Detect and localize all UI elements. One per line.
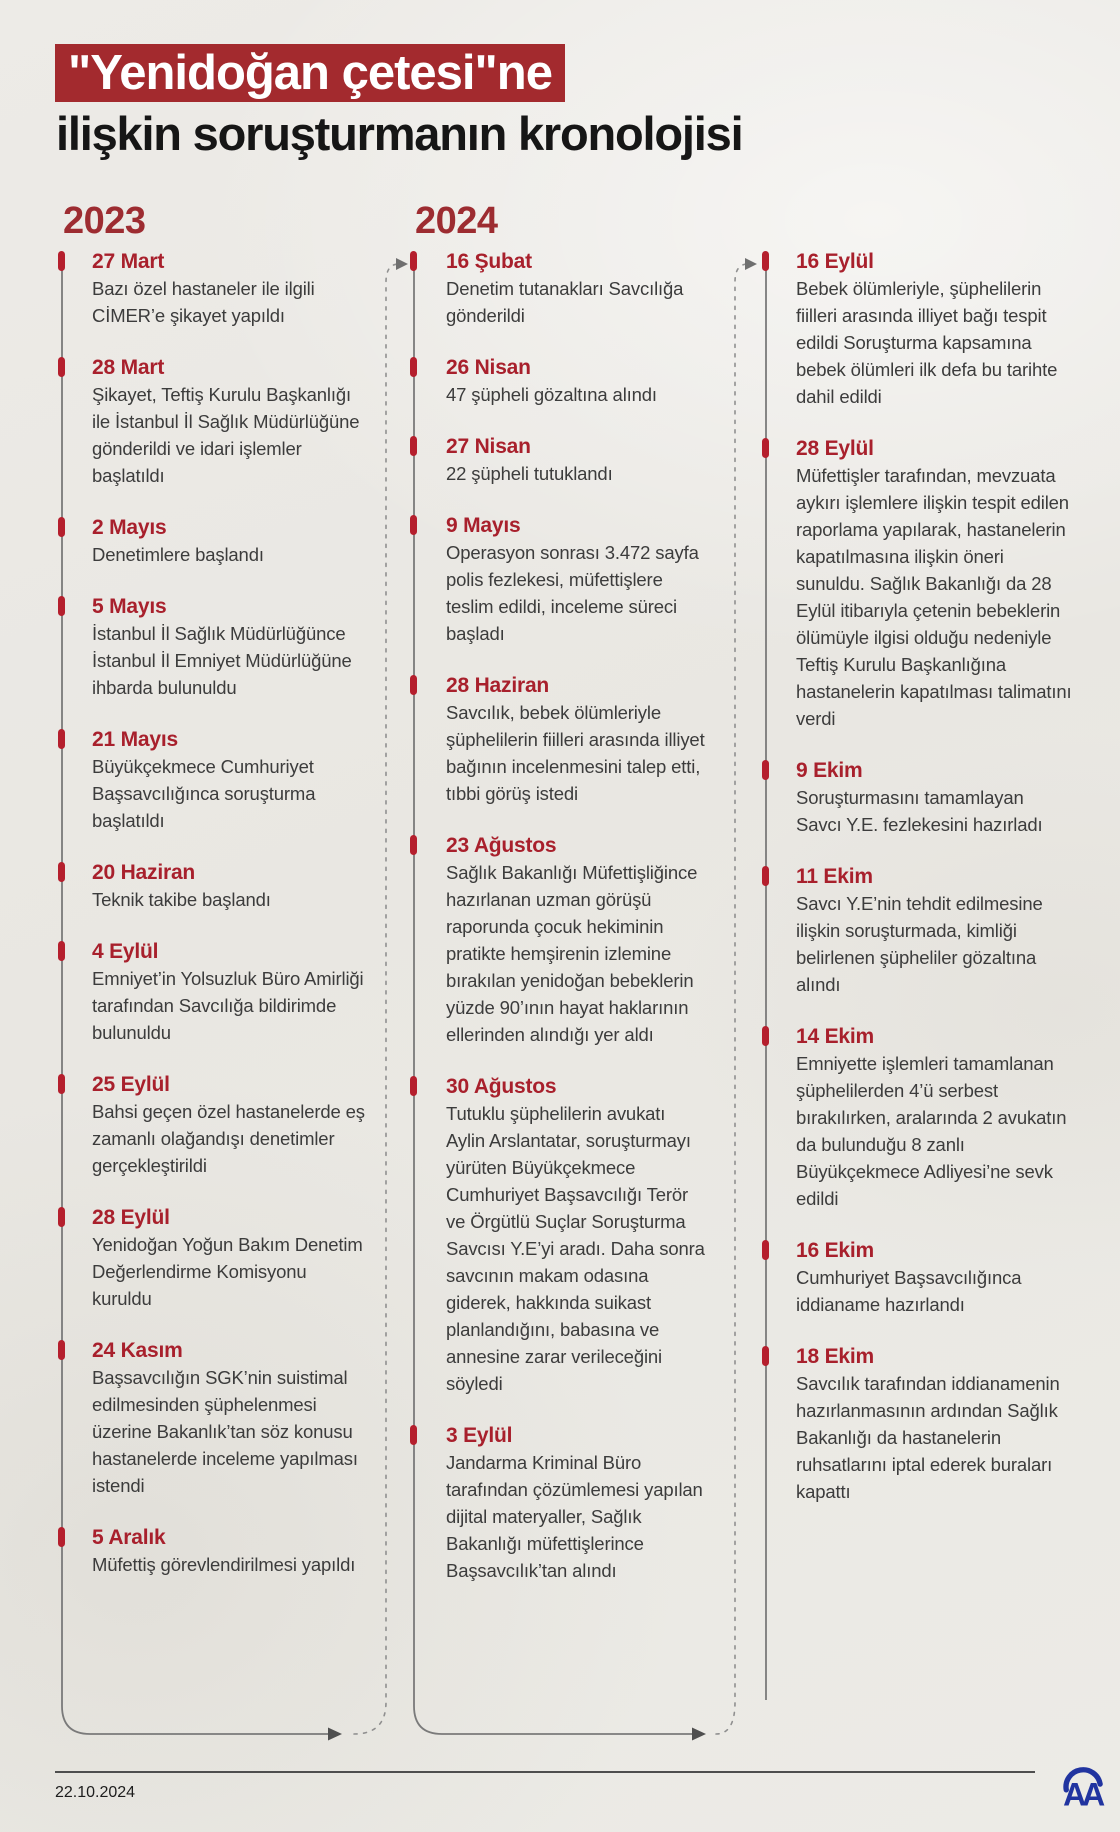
timeline-entry (58, 726, 374, 834)
footer-divider (55, 1771, 1035, 1773)
entry-date-heading: 21 Mayıs (92, 728, 178, 751)
entry-text: Operasyon sonrası 3.472 sayfa polis fezlekesi, müfettişlere teslim edildi, inceleme süreci başladı (446, 542, 699, 644)
entry-text: Denetimlere başlandı (92, 544, 264, 565)
timeline-entry (410, 248, 710, 329)
entry-date-heading: 28 Haziran (446, 674, 550, 697)
timeline-tick-icon (410, 251, 417, 271)
timeline-tick-icon (410, 835, 417, 855)
aa-agency-logo (1058, 1756, 1106, 1816)
entry-text: Bahsi geçen özel hastanelerde eş zamanlı olağandışı denetimler gerçekleştirildi (92, 1101, 365, 1176)
arrow-right-icon (328, 1728, 342, 1741)
entry-date-heading: 18 Ekim (796, 1345, 874, 1368)
entry-date-heading: 23 Ağustos (446, 834, 557, 857)
timeline-tick-icon (58, 729, 65, 749)
entry-date-heading: 11 Ekim (796, 865, 873, 888)
timeline-column-2024-cont (762, 248, 1074, 1530)
entry-date-heading: 9 Mayıs (446, 514, 521, 537)
timeline-entry (762, 1023, 1074, 1212)
entry-date-heading: 5 Mayıs (92, 595, 167, 618)
timeline-entry (410, 1073, 710, 1397)
timeline-entry (58, 354, 374, 489)
timeline-tick-icon (762, 760, 769, 780)
entry-text: Jandarma Kriminal Büro tarafından çözümlemesi yapılan dijital materyaller, Sağlık Bakanlığı müfettişlerince Başsavcılık’tan alındı (446, 1452, 703, 1581)
title-badge: "Yenidoğan çetesi"ne (55, 44, 565, 102)
entry-text: Savcı Y.E’nin tehdit edilmesine ilişkin soruşturmada, kimliği belirlenen şüpheliler gözaltına alındı (796, 893, 1043, 995)
timeline-entry (762, 1343, 1074, 1505)
timeline-entry (58, 248, 374, 329)
entry-date-heading: 4 Eylül (92, 940, 159, 963)
timeline-tick-icon (58, 1340, 65, 1360)
entry-date-heading: 9 Ekim (796, 759, 863, 782)
timeline-entry (58, 1071, 374, 1179)
entry-date-heading: 28 Eylül (92, 1206, 170, 1229)
entry-date-heading: 2 Mayıs (92, 516, 167, 539)
timeline-tick-icon (762, 438, 769, 458)
arrow-right-icon (692, 1728, 706, 1741)
entry-text: Teknik takibe başlandı (92, 889, 271, 910)
timeline-tick-icon (762, 1026, 769, 1046)
entry-text: Soruşturmasını tamamlayan Savcı Y.E. fezlekesini hazırladı (796, 787, 1043, 835)
arrow-right-icon (396, 258, 408, 270)
title-line2: ilişkin soruşturmanın kronolojisi (56, 107, 743, 160)
entry-date-heading: 27 Nisan (446, 435, 531, 458)
entry-text: Tutuklu şüphelilerin avukatı Aylin Arslantatar, soruşturmayı yürüten Büyükçekmece Cumhuriyet Başsavcılığı Terör ve Örgütlü Suçlar Soruşturma Savcısı Y.E’yi aradı. Daha sonra savcının makam odasına giderek, hakkında suikast planlandığını, babasına ve annesine zarar verileceğini söyledi (446, 1103, 705, 1394)
entry-text: Bazı özel hastaneler ile ilgili CİMER’e şikayet yapıldı (92, 278, 315, 326)
entry-date-heading: 20 Haziran (92, 861, 196, 884)
infographic-title (55, 44, 742, 161)
entry-date-heading: 3 Eylül (446, 1424, 513, 1447)
entry-text: Emniyette işlemleri tamamlanan şüphelilerden 4’ü serbest bırakılırken, aralarında 2 avukatın da bulunduğu 8 zanlı Büyükçekmece Adliyesi’ne sevk edildi (796, 1053, 1067, 1209)
timeline-entry (410, 1422, 710, 1584)
svg-text:AA: AA (1063, 1776, 1101, 1813)
entry-date-heading: 25 Eylül (92, 1073, 170, 1096)
timeline-tick-icon (58, 1207, 65, 1227)
timeline-entry (410, 512, 710, 647)
entry-date-heading: 5 Aralık (92, 1526, 166, 1549)
entry-date-heading: 26 Nisan (446, 356, 531, 379)
timeline-entry (762, 248, 1074, 410)
entry-date-heading: 16 Eylül (796, 250, 874, 273)
entry-text: Müfettişler tarafından, mevzuata aykırı işlemlere ilişkin tespit edilen raporlama yapılarak, hastanelerin kapatılmasına ilişkin öneri sunuldu. Sağlık Bakanlığı da 28 Eylül itibarıyla çetenin bebeklerin ölümüyle ilgisi olduğu nedeniyle Teftiş Kurulu Başkanlığına hastanelerin kapatılması talimatını verdi (796, 465, 1072, 729)
entry-text: Denetim tutanakları Savcılığa gönderildi (446, 278, 684, 326)
timeline-tick-icon (410, 1076, 417, 1096)
timeline-entry (58, 1204, 374, 1312)
footer-date: 22.10.2024 (55, 1784, 136, 1801)
timeline-tick-icon (410, 357, 417, 377)
timeline-entry (762, 1237, 1074, 1318)
timeline-tick-icon (58, 941, 65, 961)
timeline-entry (762, 863, 1074, 998)
timeline-tick-icon (762, 1240, 769, 1260)
entry-text: Başsavcılığın SGK’nin suistimal edilmesinden şüphelenmesi üzerine Bakanlık’tan söz konusu hastanelerde inceleme yapılması istendi (92, 1367, 358, 1496)
entry-text: İstanbul İl Sağlık Müdürlüğünce İstanbul İl Emniyet Müdürlüğüne ihbarda bulunuldu (92, 623, 352, 698)
timeline-entry (410, 433, 710, 487)
timeline-tick-icon (58, 862, 65, 882)
timeline-column-2023 (58, 248, 374, 1603)
timeline-column-2024 (410, 248, 710, 1609)
entry-date-heading: 14 Ekim (796, 1025, 874, 1048)
timeline-entry (410, 832, 710, 1048)
entry-text: Müfettiş görevlendirilmesi yapıldı (92, 1554, 356, 1575)
timeline-tick-icon (58, 1527, 65, 1547)
timeline-tick-icon (762, 251, 769, 271)
timeline-entry (410, 354, 710, 408)
arrow-right-icon (745, 258, 757, 270)
timeline-entry (58, 938, 374, 1046)
timeline-tick-icon (762, 866, 769, 886)
entry-date-heading: 16 Şubat (446, 250, 532, 273)
timeline-entry (58, 514, 374, 568)
timeline-tick-icon (58, 357, 65, 377)
timeline-tick-icon (58, 596, 65, 616)
entry-text: Büyükçekmece Cumhuriyet Başsavcılığınca soruşturma başlatıldı (92, 756, 316, 831)
entry-text: Şikayet, Teftiş Kurulu Başkanlığı ile İstanbul İl Sağlık Müdürlüğüne gönderildi ve idari işlemler başlatıldı (92, 384, 360, 486)
timeline-tick-icon (762, 1346, 769, 1366)
timeline-tick-icon (58, 1074, 65, 1094)
entry-text: 22 şüpheli tutuklandı (446, 463, 613, 484)
entry-text: Savcılık tarafından iddianamenin hazırlanmasının ardından Sağlık Bakanlığı da hastanelerin ruhsatlarını iptal ederek buraları kapattı (796, 1373, 1060, 1502)
entry-text: Emniyet’in Yolsuzluk Büro Amirliği tarafından Savcılığa bildirimde bulunuldu (92, 968, 364, 1043)
timeline-entry (58, 1337, 374, 1499)
year-header-2024: 2024 (415, 200, 498, 242)
timeline-tick-icon (58, 517, 65, 537)
entry-text: 47 şüpheli gözaltına alındı (446, 384, 657, 405)
timeline-entry (410, 672, 710, 807)
timeline-tick-icon (410, 436, 417, 456)
entry-date-heading: 16 Ekim (796, 1239, 874, 1262)
timeline-tick-icon (410, 675, 417, 695)
entry-date-heading: 27 Mart (92, 250, 165, 273)
timeline-entry (762, 435, 1074, 732)
entry-date-heading: 24 Kasım (92, 1339, 183, 1362)
entry-text: Cumhuriyet Başsavcılığınca iddianame hazırlandı (796, 1267, 1022, 1315)
entry-text: Sağlık Bakanlığı Müfettişliğince hazırlanan uzman görüşü raporunda çocuk hekiminin pratikte hemşirenin izlemine bırakılan yenidoğan bebeklerin yüzde 90’ının hayat haklarının ellerinden alındığı yer aldı (446, 862, 698, 1045)
entry-date-heading: 28 Eylül (796, 437, 874, 460)
timeline-entry (58, 593, 374, 701)
entry-text: Savcılık, bebek ölümleriyle şüphelilerin fiilleri arasında illiyet bağının incelenmesini talep etti, tıbbi görüş istedi (446, 702, 705, 804)
dashed-connector-to-col3 (716, 264, 748, 1734)
entry-text: Bebek ölümleriyle, şüphelilerin fiilleri arasında illiyet bağı tespit edildi Soruşturma kapsamına bebek ölümleri ilk defa bu tarihte dahil edildi (796, 278, 1058, 407)
timeline-tick-icon (410, 515, 417, 535)
timeline-entry (762, 757, 1074, 838)
timeline-tick-icon (58, 251, 65, 271)
timeline-entry (58, 859, 374, 913)
entry-text: Yenidoğan Yoğun Bakım Denetim Değerlendirme Komisyonu kuruldu (92, 1234, 363, 1309)
timeline-tick-icon (410, 1425, 417, 1445)
timeline-entry (58, 1524, 374, 1578)
entry-date-heading: 30 Ağustos (446, 1075, 557, 1098)
entry-date-heading: 28 Mart (92, 356, 165, 379)
year-header-2023: 2023 (63, 200, 146, 242)
